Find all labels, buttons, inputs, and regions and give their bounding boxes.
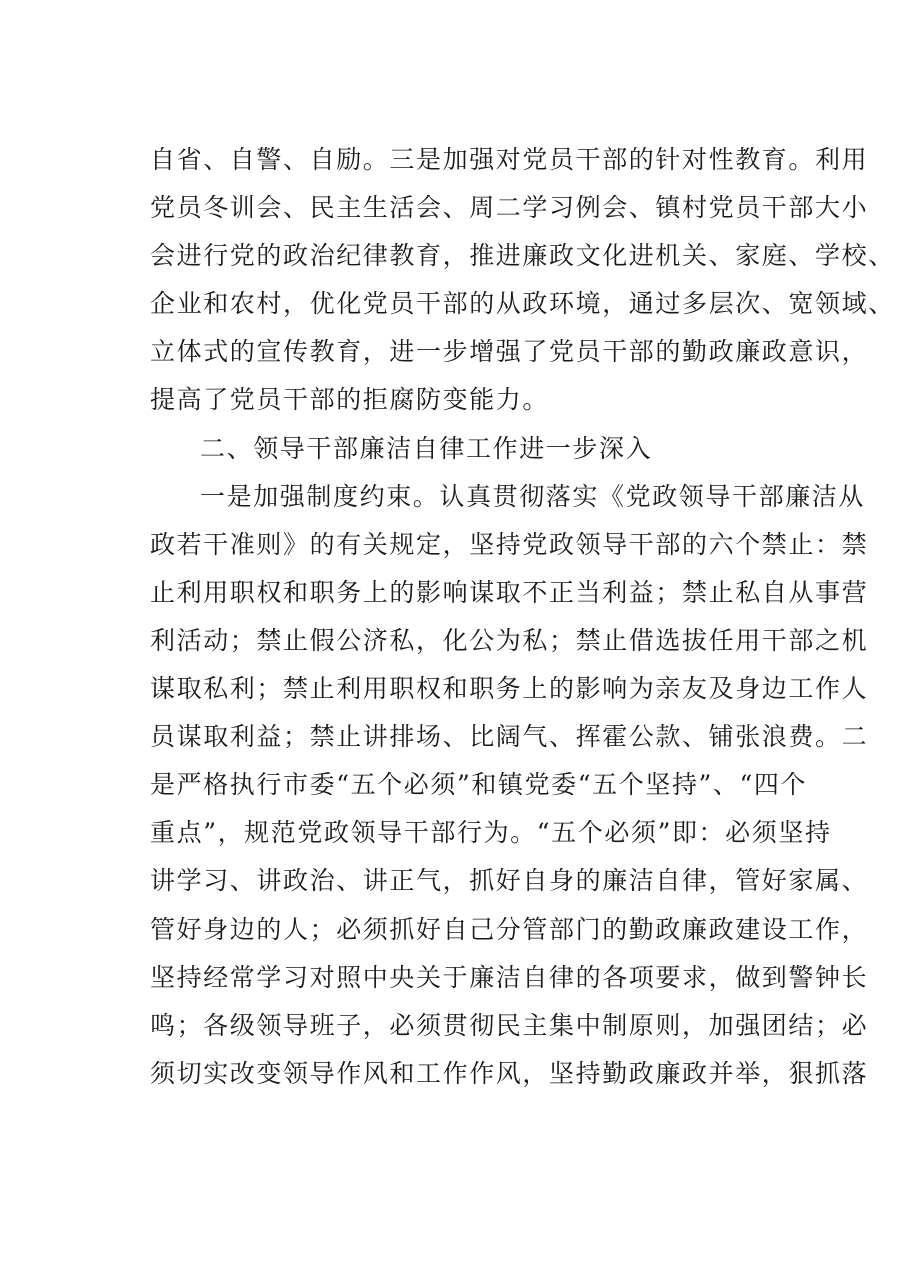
body-line: 利活动；禁止假公济私，化公为私；禁止借选拔任用干部之机: [150, 625, 869, 655]
body-line: 须切实改变领导作风和工作作风，坚持勤政廉政并举，狠抓落: [150, 1058, 869, 1088]
body-line: 员谋取利益；禁止讲排场、比阔气、挥霍公款、铺张浪费。二: [150, 722, 869, 752]
body-line: 坚持经常学习对照中央关于廉洁自律的各项要求，做到警钟长: [150, 962, 869, 992]
body-line: 是严格执行市委“五个必须”和镇党委“五个坚持”、“四个: [150, 770, 808, 800]
document-body: [150, 136, 895, 1098]
paragraph-first-line: 一是加强制度约束。认真贯彻落实《党政领导干部廉洁从: [200, 481, 866, 511]
body-line: 重点”，规范党政领导干部行为。“五个必须”即：必须坚持: [150, 818, 832, 848]
body-line: 立体式的宣传教育，进一步增强了党员干部的勤政廉政意识，: [150, 337, 869, 367]
body-line: 会进行党的政治纪律教育，推进廉政文化进机关、家庭、学校、: [150, 241, 895, 271]
section-heading: 二、领导干部廉洁自律工作进一步深入: [200, 433, 653, 463]
body-line: 企业和农村，优化党员干部的从政环境，通过多层次、宽领域、: [150, 289, 895, 319]
body-line: 讲学习、讲政治、讲正气，抓好自身的廉洁自律，管好家属、: [150, 866, 869, 896]
body-line: 政若干准则》的有关规定，坚持党政领导干部的六个禁止：禁: [150, 529, 869, 559]
body-line: 管好身边的人；必须抓好自己分管部门的勤政廉政建设工作，: [150, 914, 869, 944]
body-line: 止利用职权和职务上的影响谋取不正当利益；禁止私自从事营: [150, 577, 869, 607]
body-line: 谋取私利；禁止利用职权和职务上的影响为亲友及身边工作人: [150, 674, 869, 704]
body-line: 党员冬训会、民主生活会、周二学习例会、镇村党员干部大小: [150, 193, 869, 223]
body-line: 提高了党员干部的拒腐防变能力。: [150, 385, 550, 415]
body-line: 鸣；各级领导班子，必须贯彻民主集中制原则，加强团结；必: [150, 1010, 869, 1040]
body-line: 自省、自警、自励。三是加强对党员干部的针对性教育。利用: [150, 145, 869, 174]
